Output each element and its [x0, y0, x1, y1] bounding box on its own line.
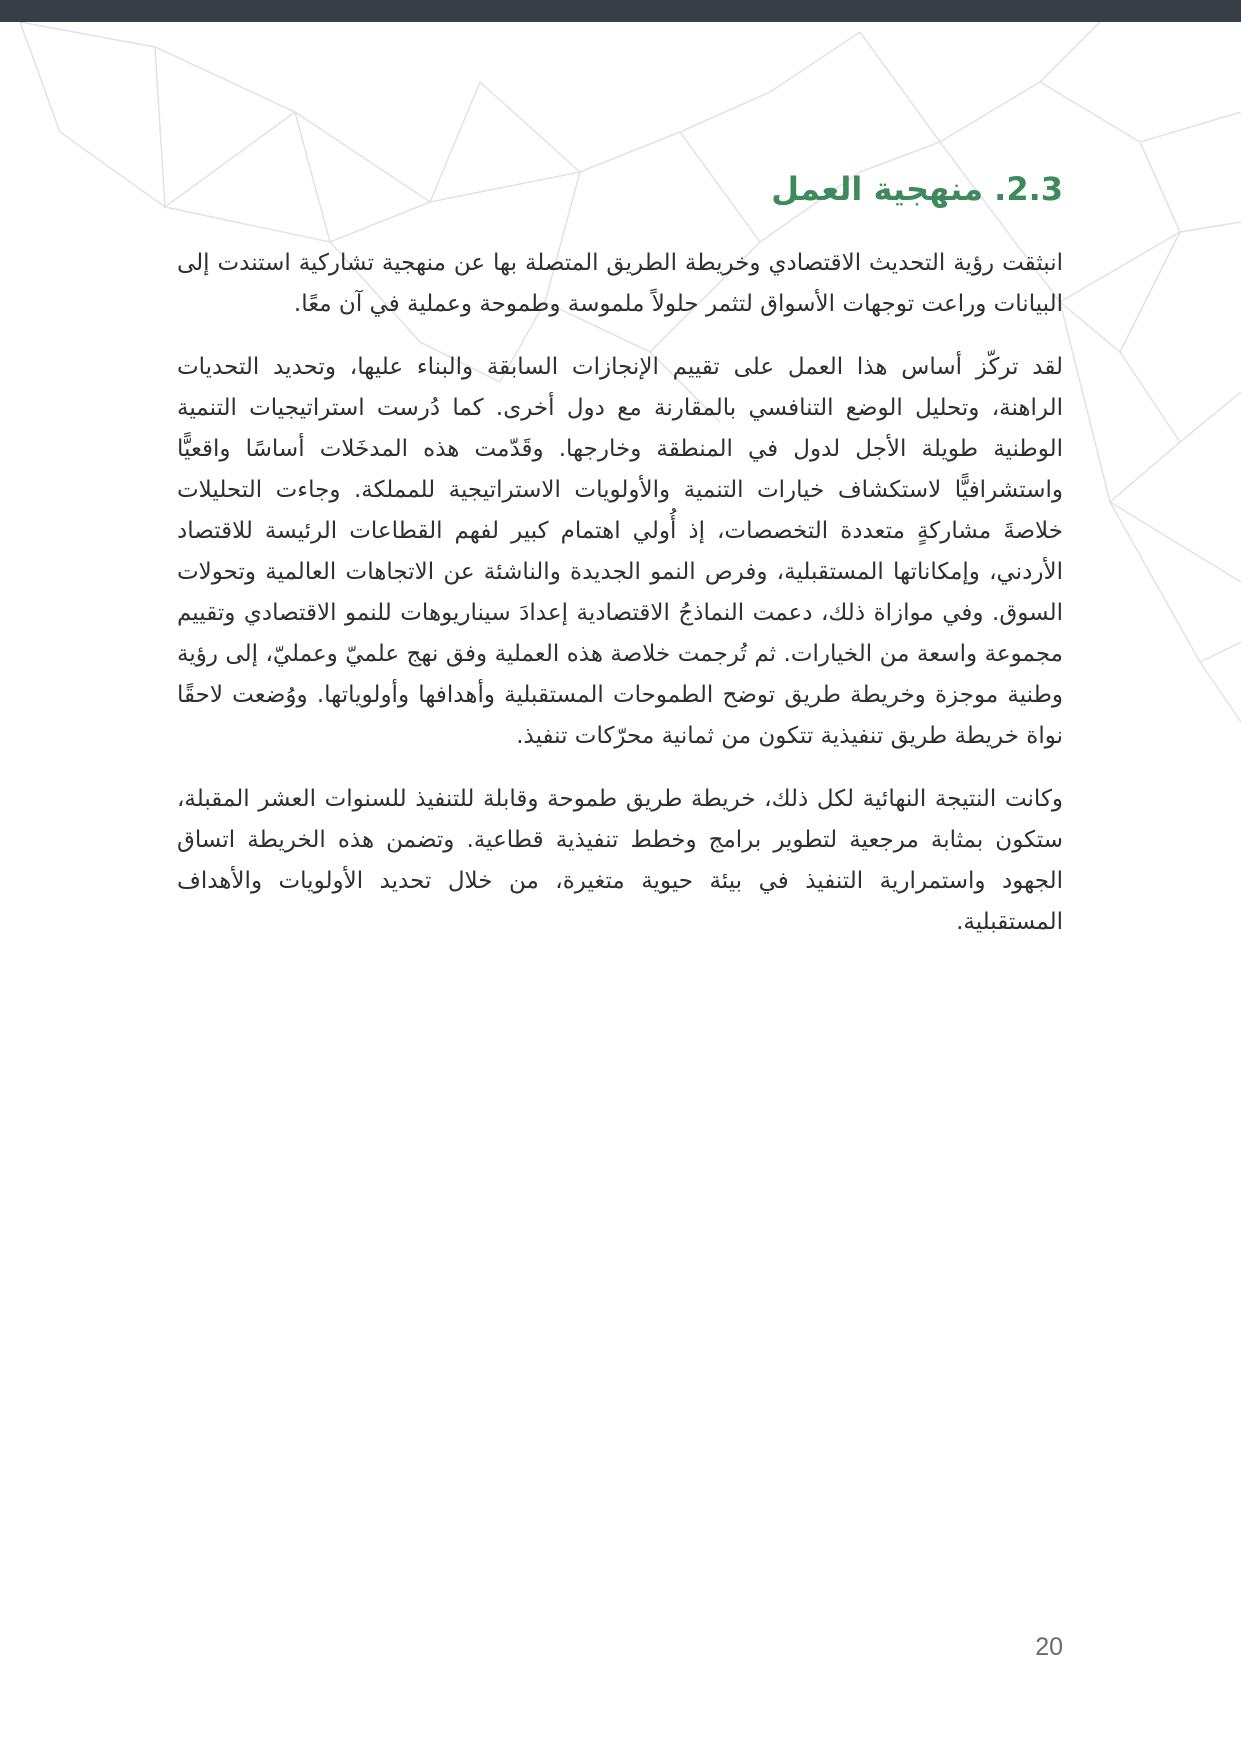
section-title: 2.3. منهجية العمل: [771, 170, 1063, 208]
main-content: [177, 165, 1063, 965]
top-bar: [0, 0, 1241, 22]
paragraph-intro: انبثقت رؤية التحديث الاقتصادي وخريطة الطريق المتصلة بها عن منهجية تشاركية استندت إلى البيانات وراعت توجهات الأسواق لتثمر حلولاً ملموسة وطموحة وعملية في آن معًا.: [177, 250, 1063, 317]
paragraph-outcome: وكانت النتيجة النهائية لكل ذلك، خريطة طريق طموحة وقابلة للتنفيذ للسنوات العشر المقبلة، ستكون بمثابة مرجعية لتطوير برامج وخطط تنفيذية قطاعية. وتضمن هذه الخريطة اتساق الجهود واستمرارية التنفيذ في بيئة حيوية متغيرة، من خلال تحديد الأولويات والأهداف المستقبلية.: [177, 786, 1063, 935]
page-number: 20: [1035, 1633, 1063, 1661]
paragraph-analysis: لقد تركّز أساس هذا العمل على تقييم الإنجازات السابقة والبناء عليها، وتحديد التحديات الراهنة، وتحليل الوضع التنافسي بالمقارنة مع دول أخرى. كما دُرست استراتيجيات التنمية الوطنية طويلة الأجل لدول في المنطقة وخارجها. وقَدّمت هذه المدخَلات أساسًا واقعيًّا واستشرافيًّا لاستكشاف خيارات التنمية والأولويات الاستراتيجية للمملكة. وجاءت التحليلات خلاصةَ مشاركةٍ متعددة التخصصات، إذ أُولي اهتمام كبير لفهم القطاعات الرئيسة للاقتصاد الأردني، وإمكاناتها المستقبلية، وفرص النمو الجديدة والناشئة عن الاتجاهات العالمية وتحولات السوق. وفي موازاة ذلك، دعمت النماذجُ الاقتصادية إعدادَ سيناريوهات للنمو الاقتصادي وتقييم مجموعة واسعة من الخيارات. ثم تُرجمت خلاصة هذه العملية وفق نهج علميّ وعمليّ، إلى رؤية وطنية موجزة وخريطة طريق توضح الطموحات المستقبلية وأهدافها وأولوياتها. ووُضعت لاحقًا نواة خريطة طريق تنفيذية تتكون من ثمانية محرّكات تنفيذ.: [177, 354, 1063, 749]
